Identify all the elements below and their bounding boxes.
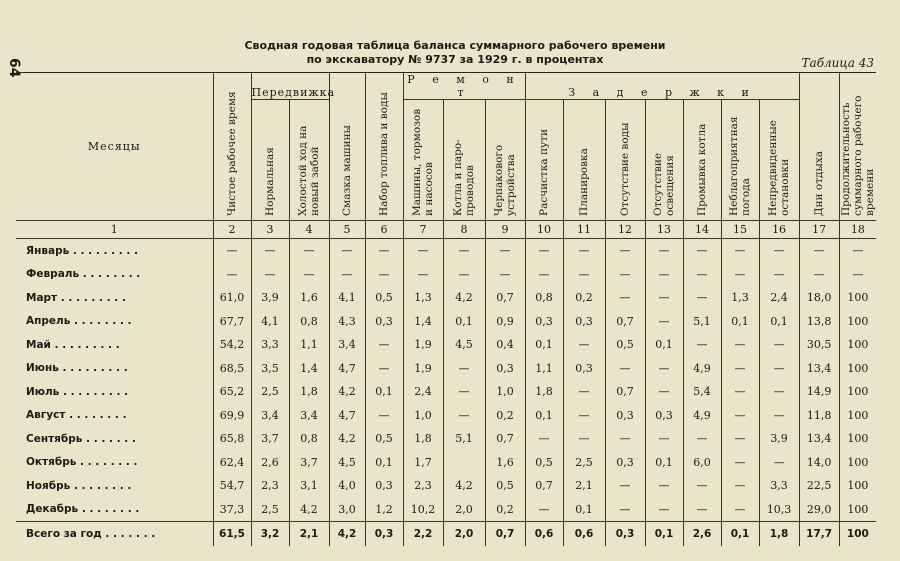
header-clean-time: Чистое рабочее время — [213, 73, 251, 221]
value-cell: 1,1 — [289, 333, 329, 357]
value-cell: 3,2 — [251, 522, 289, 546]
value-cell: — — [443, 239, 485, 263]
value-cell: 0,3 — [563, 310, 605, 334]
title-line-1: Сводная годовая таблица баланса суммарного рабочего времени — [244, 39, 666, 52]
value-cell: 100 — [839, 427, 876, 451]
header-idle-move: Холостой ход на новый забой — [289, 100, 329, 221]
value-cell: — — [721, 263, 759, 287]
header-no-lighting: Отсутствие освещения — [645, 100, 683, 221]
header-total-duration: Продолжительность суммарного рабочего времени — [839, 73, 876, 221]
value-cell: 14,0 — [799, 451, 839, 475]
total-row — [16, 522, 876, 546]
value-cell: — — [605, 286, 645, 310]
title-line-2: по экскаватору № 9737 за 1929 г. в процентах — [306, 53, 604, 66]
value-cell: 100 — [839, 310, 876, 334]
value-cell: 0,3 — [563, 357, 605, 381]
value-cell: 2,5 — [251, 498, 289, 522]
value-cell: 4,2 — [443, 286, 485, 310]
column-number: 18 — [839, 221, 876, 239]
value-cell: — — [721, 451, 759, 475]
value-cell: 0,8 — [289, 310, 329, 334]
value-cell: 0,1 — [645, 451, 683, 475]
value-cell: — — [721, 380, 759, 404]
value-cell: 0,3 — [605, 451, 645, 475]
month-label: Всего за год . . . . . . . — [16, 522, 213, 546]
value-cell: 0,3 — [525, 310, 563, 334]
value-cell: 1,8 — [403, 427, 443, 451]
value-cell: — — [721, 474, 759, 498]
value-cell: 3,7 — [251, 427, 289, 451]
header-rest-days: Дни отдыха — [799, 73, 839, 221]
value-cell: 3,7 — [289, 451, 329, 475]
value-cell: 2,0 — [443, 498, 485, 522]
month-label: Июнь . . . . . . . . . — [16, 357, 213, 381]
value-cell: 1,6 — [289, 286, 329, 310]
value-cell: 6,0 — [683, 451, 721, 475]
value-cell: 62,4 — [213, 451, 251, 475]
table-row — [16, 404, 876, 428]
value-cell: 3,0 — [329, 498, 365, 522]
table-row — [16, 286, 876, 310]
value-cell: 37,3 — [213, 498, 251, 522]
value-cell: — — [525, 239, 563, 263]
value-cell: 0,3 — [605, 404, 645, 428]
value-cell: — — [799, 263, 839, 287]
value-cell: — — [645, 239, 683, 263]
month-label: Сентябрь . . . . . . . — [16, 427, 213, 451]
value-cell: — — [839, 239, 876, 263]
month-label: Октябрь . . . . . . . . — [16, 451, 213, 475]
header-group-repair: Р е м о н т — [403, 73, 525, 100]
value-cell: — — [365, 357, 403, 381]
value-cell: 0,1 — [759, 310, 799, 334]
value-cell: — — [799, 239, 839, 263]
column-number: 5 — [329, 221, 365, 239]
value-cell: 13,4 — [799, 357, 839, 381]
value-cell: 0,1 — [721, 522, 759, 546]
value-cell: 65,2 — [213, 380, 251, 404]
value-cell: — — [605, 357, 645, 381]
value-cell: 4,3 — [329, 310, 365, 334]
value-cell: 0,6 — [563, 522, 605, 546]
value-cell: — — [525, 427, 563, 451]
value-cell: — — [213, 263, 251, 287]
month-label: Апрель . . . . . . . . — [16, 310, 213, 334]
value-cell: — — [403, 239, 443, 263]
value-cell: 4,1 — [329, 286, 365, 310]
value-cell: 0,1 — [645, 333, 683, 357]
value-cell: 0,3 — [645, 404, 683, 428]
value-cell: 100 — [839, 286, 876, 310]
value-cell: 0,2 — [485, 404, 525, 428]
column-number: 3 — [251, 221, 289, 239]
column-number: 8 — [443, 221, 485, 239]
value-cell: 0,1 — [525, 404, 563, 428]
balance-table — [16, 72, 876, 546]
value-cell: 4,1 — [251, 310, 289, 334]
value-cell: — — [683, 263, 721, 287]
value-cell: — — [563, 239, 605, 263]
value-cell: 100 — [839, 357, 876, 381]
value-cell: 100 — [839, 451, 876, 475]
value-cell: 54,2 — [213, 333, 251, 357]
value-cell: 1,3 — [721, 286, 759, 310]
value-cell: 3,9 — [251, 286, 289, 310]
value-cell: — — [759, 404, 799, 428]
value-cell: 0,7 — [485, 522, 525, 546]
value-cell: 1,8 — [525, 380, 563, 404]
value-cell: — — [403, 263, 443, 287]
header-bad-weather: Неблагоприятная погода — [721, 100, 759, 221]
value-cell: 100 — [839, 380, 876, 404]
value-cell: — — [605, 263, 645, 287]
value-cell: 30,5 — [799, 333, 839, 357]
value-cell: 54,7 — [213, 474, 251, 498]
value-cell: 0,3 — [365, 522, 403, 546]
value-cell: 0,1 — [645, 522, 683, 546]
value-cell: 3,4 — [251, 404, 289, 428]
value-cell: — — [605, 427, 645, 451]
header-planning: Планировка — [563, 100, 605, 221]
value-cell: 5,1 — [683, 310, 721, 334]
header-lubrication: Смазка машины — [329, 73, 365, 221]
value-cell: — — [683, 427, 721, 451]
value-cell: 13,4 — [799, 427, 839, 451]
value-cell: 1,8 — [289, 380, 329, 404]
value-cell: 1,4 — [289, 357, 329, 381]
value-cell: — — [721, 333, 759, 357]
value-cell: 0,4 — [485, 333, 525, 357]
value-cell: 1,6 — [485, 451, 525, 475]
header-boiler-steam: Котла и паро-проводов — [443, 100, 485, 221]
value-cell: — — [645, 474, 683, 498]
month-label: Декабрь . . . . . . . . — [16, 498, 213, 522]
value-cell: — — [683, 286, 721, 310]
value-cell: 10,2 — [403, 498, 443, 522]
month-label: Февраль . . . . . . . . — [16, 263, 213, 287]
header-group-moving: Передвижка — [251, 73, 329, 100]
value-cell: 3,1 — [289, 474, 329, 498]
value-cell: 65,8 — [213, 427, 251, 451]
value-cell: — — [759, 239, 799, 263]
value-cell: 100 — [839, 522, 876, 546]
header-normal: Нормальная — [251, 100, 289, 221]
value-cell: 1,2 — [365, 498, 403, 522]
value-cell: 100 — [839, 498, 876, 522]
value-cell: 0,1 — [443, 310, 485, 334]
table-body — [16, 221, 876, 546]
value-cell: 0,5 — [605, 333, 645, 357]
value-cell: 4,2 — [443, 474, 485, 498]
value-cell: — — [329, 239, 365, 263]
value-cell: 2,6 — [683, 522, 721, 546]
table-row — [16, 380, 876, 404]
column-number: 13 — [645, 221, 683, 239]
value-cell: 22,5 — [799, 474, 839, 498]
value-cell: — — [213, 239, 251, 263]
value-cell: — — [443, 263, 485, 287]
column-number: 6 — [365, 221, 403, 239]
value-cell: — — [645, 380, 683, 404]
column-number: 4 — [289, 221, 329, 239]
value-cell: 5,4 — [683, 380, 721, 404]
value-cell: 4,2 — [329, 427, 365, 451]
value-cell: 100 — [839, 333, 876, 357]
value-cell: — — [563, 263, 605, 287]
value-cell: 4,7 — [329, 357, 365, 381]
value-cell: — — [721, 404, 759, 428]
column-number: 9 — [485, 221, 525, 239]
value-cell: — — [563, 333, 605, 357]
value-cell: — — [645, 286, 683, 310]
value-cell: 1,3 — [403, 286, 443, 310]
column-number: 12 — [605, 221, 645, 239]
month-label: Июль . . . . . . . . . — [16, 380, 213, 404]
value-cell: 4,0 — [329, 474, 365, 498]
value-cell: — — [839, 263, 876, 287]
value-cell: 0,8 — [289, 427, 329, 451]
value-cell: 3,5 — [251, 357, 289, 381]
column-number: 1 — [16, 221, 213, 239]
value-cell: — — [485, 239, 525, 263]
value-cell: 100 — [839, 474, 876, 498]
value-cell: 0,7 — [605, 310, 645, 334]
column-number: 11 — [563, 221, 605, 239]
table-row — [16, 474, 876, 498]
value-cell: — — [645, 263, 683, 287]
value-cell: 0,5 — [365, 427, 403, 451]
value-cell: — — [645, 310, 683, 334]
value-cell: — — [605, 474, 645, 498]
month-label: Ноябрь . . . . . . . . — [16, 474, 213, 498]
value-cell: 5,1 — [443, 427, 485, 451]
value-cell: 4,9 — [683, 404, 721, 428]
value-cell: — — [365, 404, 403, 428]
column-number: 10 — [525, 221, 563, 239]
table-label: Таблица 43 — [801, 56, 874, 70]
value-cell: 2,5 — [563, 451, 605, 475]
table-row — [16, 310, 876, 334]
header-bucket-device: Черпакового устройства — [485, 100, 525, 221]
value-cell: 3,3 — [251, 333, 289, 357]
value-cell: 0,3 — [365, 310, 403, 334]
month-label: Май . . . . . . . . . — [16, 333, 213, 357]
value-cell: 2,1 — [563, 474, 605, 498]
value-cell: — — [525, 263, 563, 287]
table-row — [16, 333, 876, 357]
value-cell: 11,8 — [799, 404, 839, 428]
header-group-delays: З а д е р ж к и — [525, 73, 799, 100]
value-cell: 68,5 — [213, 357, 251, 381]
value-cell: 0,2 — [563, 286, 605, 310]
value-cell: 29,0 — [799, 498, 839, 522]
value-cell: 13,8 — [799, 310, 839, 334]
value-cell: 0,1 — [365, 380, 403, 404]
value-cell: — — [721, 239, 759, 263]
value-cell: — — [365, 263, 403, 287]
value-cell: — — [759, 357, 799, 381]
header-fuel-water: Набор топлива и воды — [365, 73, 403, 221]
value-cell: 0,7 — [485, 286, 525, 310]
value-cell: 0,1 — [563, 498, 605, 522]
value-cell: — — [683, 333, 721, 357]
value-cell: 0,6 — [525, 522, 563, 546]
value-cell: 14,9 — [799, 380, 839, 404]
value-cell: 4,7 — [329, 404, 365, 428]
table-row — [16, 451, 876, 475]
value-cell: 4,5 — [329, 451, 365, 475]
value-cell: — — [563, 427, 605, 451]
value-cell: 0,1 — [525, 333, 563, 357]
value-cell: — — [329, 263, 365, 287]
value-cell: — — [759, 263, 799, 287]
value-cell: 4,2 — [289, 498, 329, 522]
value-cell: 1,9 — [403, 357, 443, 381]
value-cell: 0,5 — [365, 286, 403, 310]
value-cell: — — [289, 263, 329, 287]
value-cell: 1,0 — [485, 380, 525, 404]
value-cell: — — [443, 404, 485, 428]
month-label: Март . . . . . . . . . — [16, 286, 213, 310]
table-row — [16, 239, 876, 263]
value-cell: — — [289, 239, 329, 263]
value-cell: 67,7 — [213, 310, 251, 334]
header-no-water: Отсутствие воды — [605, 100, 645, 221]
value-cell: 0,5 — [485, 474, 525, 498]
value-cell: — — [251, 263, 289, 287]
value-cell: — — [683, 498, 721, 522]
value-cell: 2,6 — [251, 451, 289, 475]
value-cell: — — [683, 239, 721, 263]
value-cell: 2,2 — [403, 522, 443, 546]
value-cell: 4,2 — [329, 380, 365, 404]
table-row — [16, 498, 876, 522]
column-number: 7 — [403, 221, 443, 239]
value-cell: — — [645, 498, 683, 522]
table-row — [16, 263, 876, 287]
value-cell: — — [605, 239, 645, 263]
header-unforeseen-stops: Непредвиденные остановки — [759, 100, 799, 221]
month-label: Январь . . . . . . . . . — [16, 239, 213, 263]
value-cell: 1,9 — [403, 333, 443, 357]
table-row — [16, 427, 876, 451]
value-cell: — — [645, 357, 683, 381]
value-cell: — — [721, 357, 759, 381]
value-cell: 0,3 — [605, 522, 645, 546]
value-cell: 1,1 — [525, 357, 563, 381]
value-cell: 0,9 — [485, 310, 525, 334]
value-cell: — — [365, 239, 403, 263]
value-cell: 3,4 — [329, 333, 365, 357]
value-cell: 4,5 — [443, 333, 485, 357]
value-cell: — — [759, 380, 799, 404]
column-number: 15 — [721, 221, 759, 239]
value-cell: — — [365, 333, 403, 357]
header-track-clearing: Расчистка пути — [525, 100, 563, 221]
value-cell: — — [563, 404, 605, 428]
value-cell: — — [443, 380, 485, 404]
value-cell: — — [525, 498, 563, 522]
value-cell: — — [605, 498, 645, 522]
value-cell — [443, 451, 485, 475]
value-cell: 10,3 — [759, 498, 799, 522]
value-cell: 3,9 — [759, 427, 799, 451]
value-cell: — — [759, 451, 799, 475]
value-cell: 2,1 — [289, 522, 329, 546]
value-cell: 0,3 — [365, 474, 403, 498]
value-cell: 0,5 — [525, 451, 563, 475]
value-cell: 0,7 — [485, 427, 525, 451]
header-machines-brakes: Машины, тормозов и насосов — [403, 100, 443, 221]
value-cell: 2,4 — [759, 286, 799, 310]
value-cell: 18,0 — [799, 286, 839, 310]
value-cell: — — [563, 380, 605, 404]
value-cell: 0,3 — [485, 357, 525, 381]
value-cell: 100 — [839, 404, 876, 428]
value-cell: 1,0 — [403, 404, 443, 428]
value-cell: 1,7 — [403, 451, 443, 475]
month-label: Август . . . . . . . . — [16, 404, 213, 428]
header-months: Месяцы — [16, 73, 213, 221]
value-cell: 61,0 — [213, 286, 251, 310]
table-row — [16, 357, 876, 381]
value-cell: 0,7 — [605, 380, 645, 404]
value-cell: 69,9 — [213, 404, 251, 428]
value-cell: — — [683, 474, 721, 498]
column-number: 17 — [799, 221, 839, 239]
value-cell: 1,4 — [403, 310, 443, 334]
value-cell: 3,3 — [759, 474, 799, 498]
value-cell: 0,8 — [525, 286, 563, 310]
value-cell: 3,4 — [289, 404, 329, 428]
column-number: 14 — [683, 221, 721, 239]
value-cell: 0,1 — [365, 451, 403, 475]
value-cell: — — [251, 239, 289, 263]
value-cell: — — [721, 498, 759, 522]
value-cell: 0,1 — [721, 310, 759, 334]
value-cell: — — [485, 263, 525, 287]
column-number-row — [16, 221, 876, 239]
column-number: 16 — [759, 221, 799, 239]
value-cell: 0,2 — [485, 498, 525, 522]
page-number: 64 — [6, 58, 22, 78]
value-cell: 2,3 — [251, 474, 289, 498]
value-cell: 61,5 — [213, 522, 251, 546]
value-cell: 0,7 — [525, 474, 563, 498]
value-cell: 2,5 — [251, 380, 289, 404]
value-cell: — — [443, 357, 485, 381]
value-cell: 4,9 — [683, 357, 721, 381]
value-cell: 2,4 — [403, 380, 443, 404]
table-title — [150, 39, 760, 67]
value-cell: 17,7 — [799, 522, 839, 546]
value-cell: 2,3 — [403, 474, 443, 498]
value-cell: 1,8 — [759, 522, 799, 546]
value-cell: — — [759, 333, 799, 357]
value-cell: — — [721, 427, 759, 451]
column-number: 2 — [213, 221, 251, 239]
value-cell: 2,0 — [443, 522, 485, 546]
value-cell: 4,2 — [329, 522, 365, 546]
value-cell: — — [645, 427, 683, 451]
header-boiler-flush: Промывка котла — [683, 100, 721, 221]
